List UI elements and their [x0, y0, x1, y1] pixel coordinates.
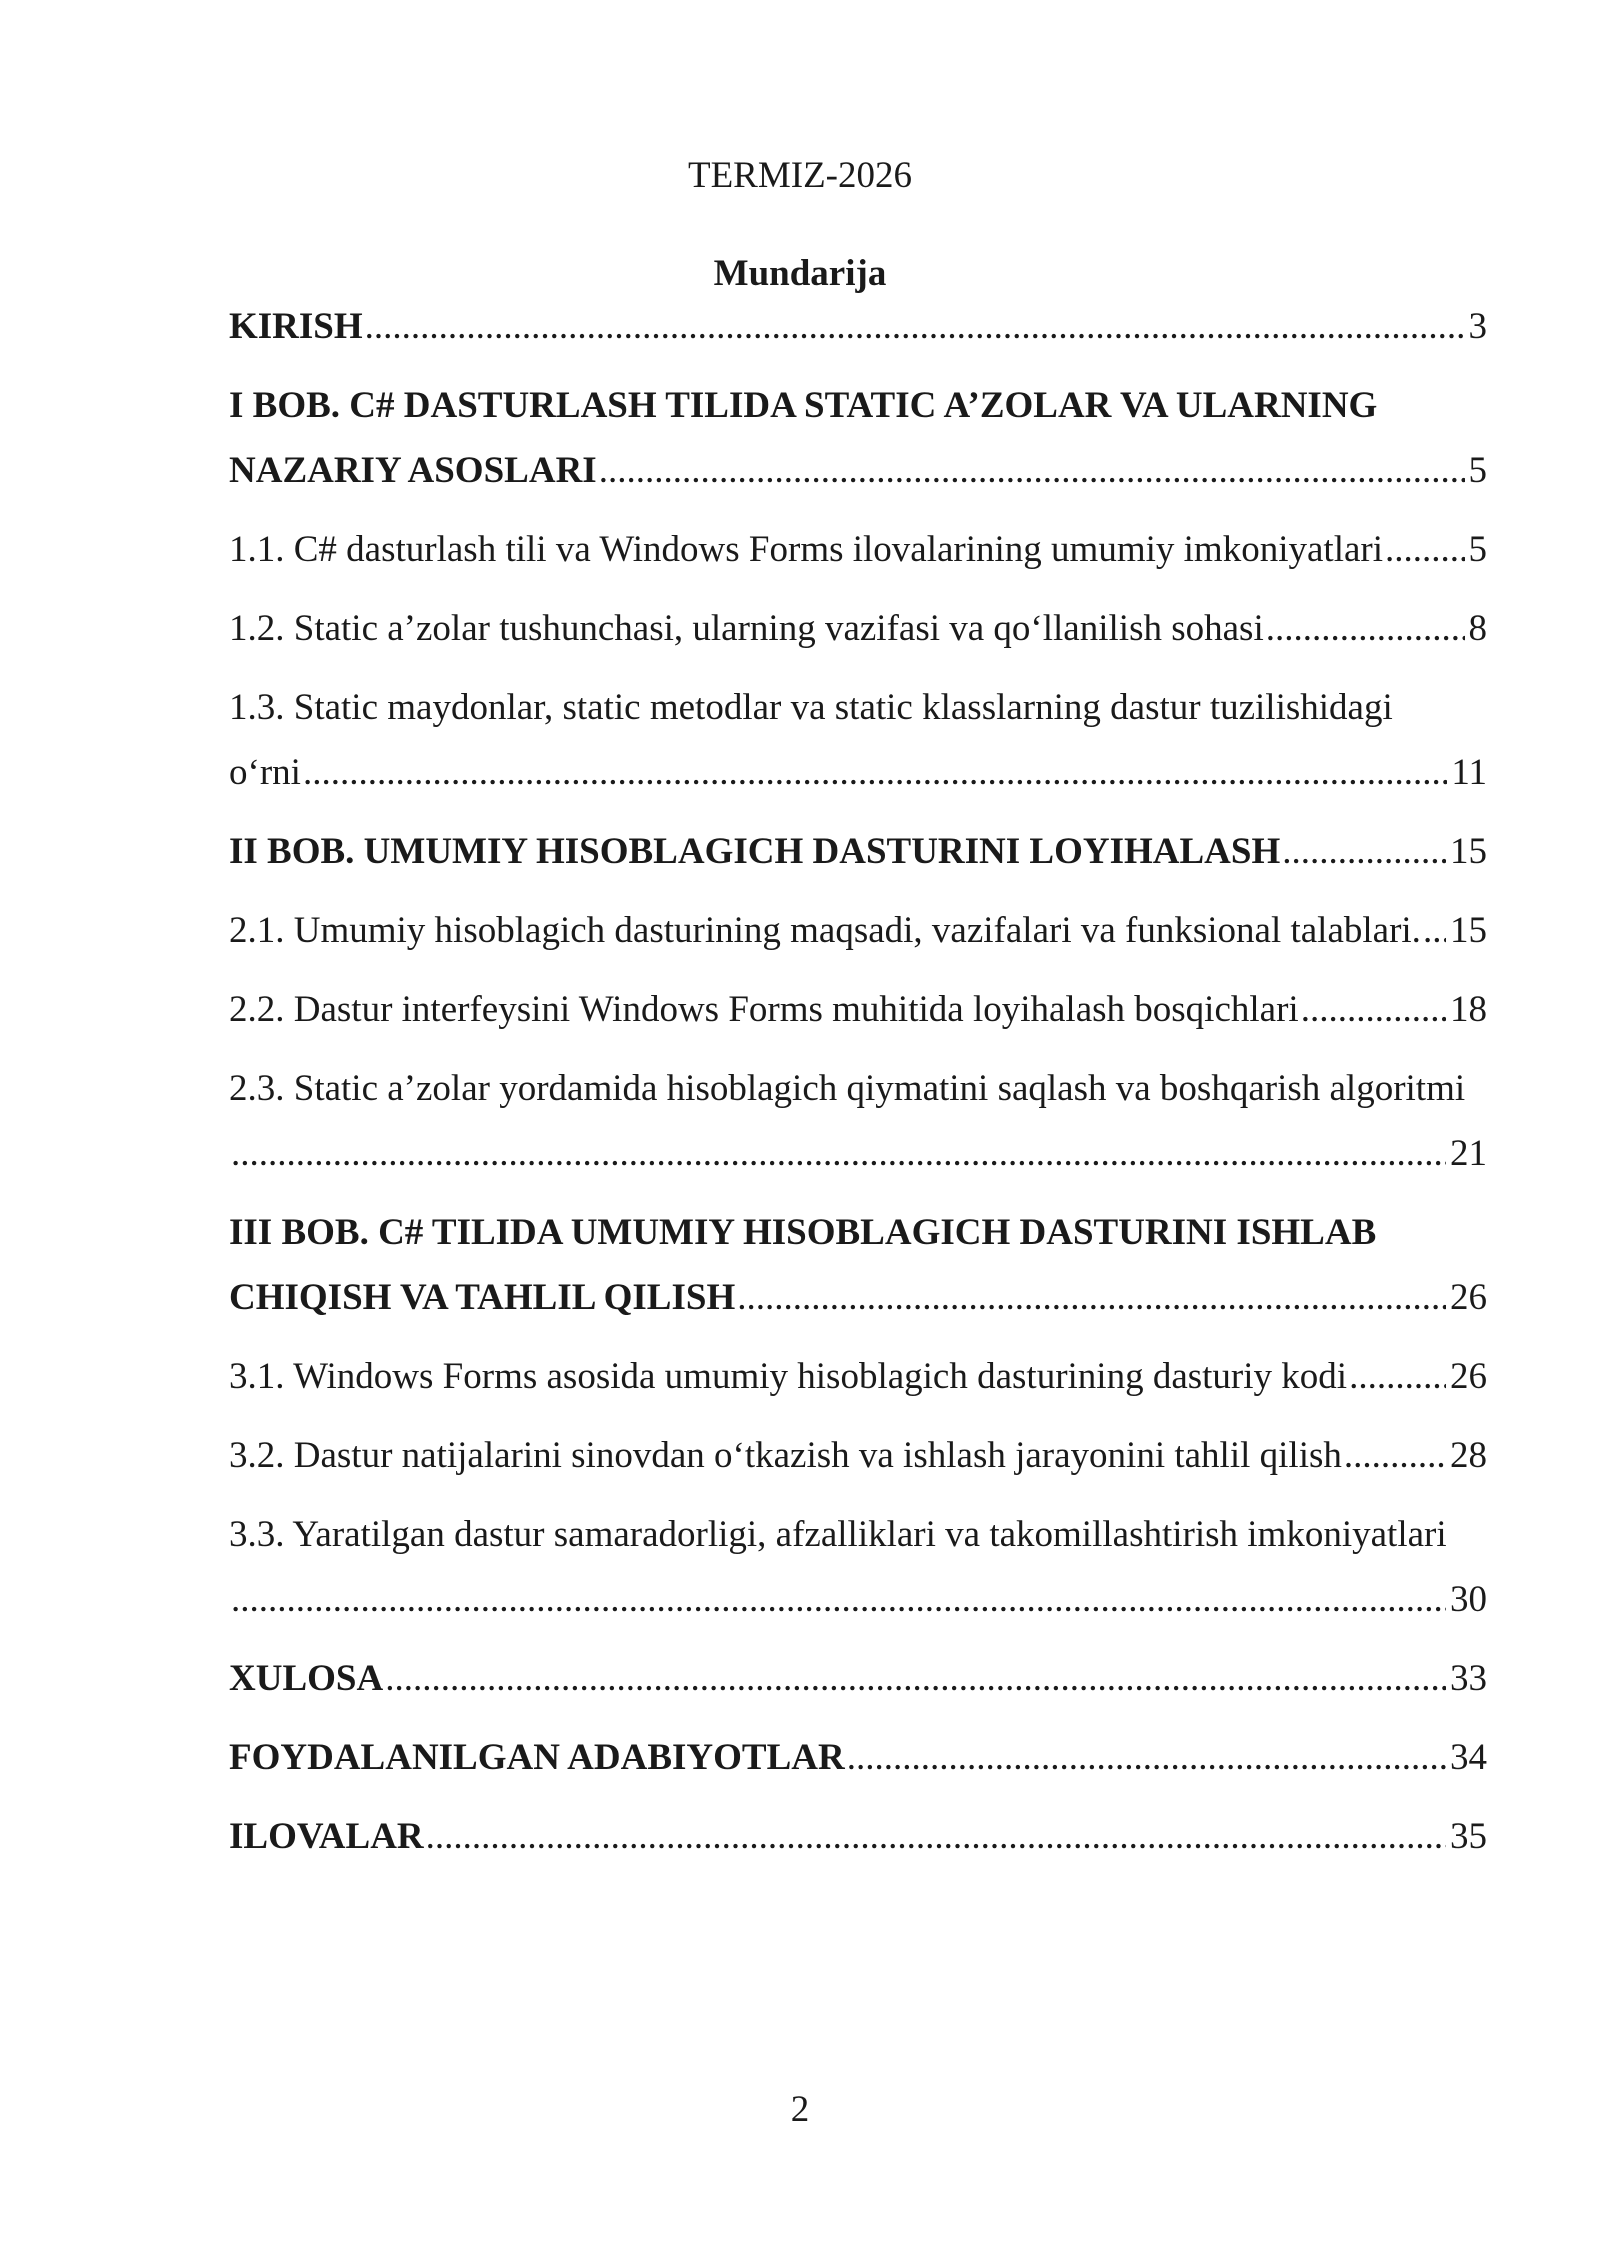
toc-entry-title: o‘rni	[229, 752, 301, 793]
toc-entry-title: XULOSA	[229, 1658, 384, 1699]
toc-entry-line: 3.3. Yaratilgan dastur samaradorligi, afzalliklari va takomillashtirish imkoniyatlari	[229, 1514, 1447, 1555]
toc-entry-leader-line	[229, 294, 1487, 359]
toc-entry-leader-line	[229, 517, 1487, 582]
toc-entry-title: NAZARIY ASOSLARI	[229, 450, 597, 491]
toc-entry-leader-line	[229, 740, 1487, 805]
toc-page-number: 30	[1450, 1579, 1487, 1620]
toc-entry	[229, 675, 1487, 805]
toc-entry-leader-line	[229, 1121, 1487, 1186]
toc-dot-leader	[1423, 898, 1446, 963]
toc-page-number: 34	[1450, 1737, 1487, 1778]
toc-page-number: 8	[1468, 608, 1487, 649]
toc-entry-leader-line	[229, 1567, 1487, 1632]
toc-entry-title: 1.1. C# dasturlash tili va Windows Forms ilovalarining umumiy imkoniyatlari	[229, 529, 1383, 570]
toc-entry-leader-line	[229, 898, 1487, 963]
toc-entry-line: I BOB. C# DASTURLASH TILIDA STATIC A’ZOLAR VA ULARNING	[229, 385, 1378, 426]
toc-dot-leader	[737, 1265, 1446, 1330]
page-number: 2	[790, 2089, 810, 2130]
toc-dot-leader	[1344, 1423, 1446, 1488]
toc-entry	[229, 819, 1487, 884]
toc-dot-leader	[1301, 977, 1446, 1042]
toc-dot-leader	[426, 1804, 1446, 1869]
toc-entry	[229, 1725, 1487, 1790]
toc-dot-leader	[599, 438, 1465, 503]
toc-entry	[229, 1344, 1487, 1409]
toc-page-number: 28	[1450, 1435, 1487, 1476]
toc-page-number: 18	[1450, 989, 1487, 1030]
toc-dot-leader	[231, 1567, 1446, 1632]
toc-page-number: 15	[1450, 831, 1487, 872]
toc-page-number: 26	[1450, 1356, 1487, 1397]
toc-entry-title: ILOVALAR	[229, 1816, 424, 1857]
toc-entry	[229, 373, 1487, 503]
toc-dot-leader	[1385, 517, 1465, 582]
toc-entry	[229, 1056, 1487, 1186]
toc-page-number: 35	[1450, 1816, 1487, 1857]
toc-entry-line: III BOB. C# TILIDA UMUMIY HISOBLAGICH DASTURINI ISHLAB	[229, 1212, 1377, 1253]
toc-page-number: 21	[1450, 1133, 1487, 1174]
toc-entry-line: 2.3. Static a’zolar yordamida hisoblagich qiymatini saqlash va boshqarish algoritmi	[229, 1068, 1466, 1109]
toc-title: Mundarija	[713, 253, 887, 294]
toc-entry-leader-line	[229, 1265, 1487, 1330]
toc-dot-leader	[231, 1121, 1446, 1186]
toc-entry-leader-line	[229, 1804, 1487, 1869]
toc-dot-leader	[1266, 596, 1465, 661]
table-of-contents	[229, 294, 1487, 1883]
toc-page-number: 5	[1468, 529, 1487, 570]
toc-entry-title: II BOB. UMUMIY HISOBLAGICH DASTURINI LOYIHALASH	[229, 831, 1281, 872]
toc-entry	[229, 517, 1487, 582]
toc-page-number: 33	[1450, 1658, 1487, 1699]
toc-entry-leader-line	[229, 1725, 1487, 1790]
toc-entry-leader-line	[229, 1423, 1487, 1488]
toc-entry	[229, 1423, 1487, 1488]
toc-entry-leader-line	[229, 1646, 1487, 1711]
toc-entry-title: KIRISH	[229, 306, 363, 347]
toc-dot-leader	[1282, 819, 1446, 884]
toc-entry-title: 2.1. Umumiy hisoblagich dasturining maqsadi, vazifalari va funksional talablari.	[229, 910, 1421, 951]
toc-entry	[229, 1502, 1487, 1632]
toc-entry-line: 1.3. Static maydonlar, static metodlar va static klasslarning dastur tuzilishidagi	[229, 687, 1393, 728]
toc-entry-title: 3.2. Dastur natijalarini sinovdan o‘tkazish va ishlash jarayonini tahlil qilish	[229, 1435, 1342, 1476]
toc-entry	[229, 977, 1487, 1042]
city-year-heading: TERMIZ-2026	[687, 155, 913, 196]
toc-dot-leader	[847, 1725, 1446, 1790]
toc-entry-title: FOYDALANILGAN ADABIYOTLAR	[229, 1737, 845, 1778]
toc-page-number: 5	[1468, 450, 1487, 491]
toc-dot-leader	[365, 294, 1465, 359]
toc-entry	[229, 596, 1487, 661]
toc-entry	[229, 294, 1487, 359]
toc-entry-leader-line	[229, 438, 1487, 503]
toc-entry	[229, 898, 1487, 963]
toc-entry-leader-line	[229, 1344, 1487, 1409]
toc-dot-leader	[385, 1646, 1446, 1711]
toc-entry-title: 1.2. Static a’zolar tushunchasi, ularning vazifasi va qo‘llanilish sohasi	[229, 608, 1264, 649]
toc-entry	[229, 1200, 1487, 1330]
toc-entry-title: 2.2. Dastur interfeysini Windows Forms muhitida loyihalash bosqichlari	[229, 989, 1299, 1030]
toc-entry-leader-line	[229, 819, 1487, 884]
toc-entry	[229, 1646, 1487, 1711]
toc-page-number: 15	[1450, 910, 1487, 951]
toc-dot-leader	[303, 740, 1447, 805]
toc-page-number: 3	[1468, 306, 1487, 347]
toc-entry-title: 3.1. Windows Forms asosida umumiy hisoblagich dasturining dasturiy kodi	[229, 1356, 1348, 1397]
toc-entry-leader-line	[229, 596, 1487, 661]
toc-dot-leader	[1349, 1344, 1446, 1409]
toc-entry-title: CHIQISH VA TAHLIL QILISH	[229, 1277, 736, 1318]
toc-entry-leader-line	[229, 977, 1487, 1042]
toc-page-number: 11	[1451, 752, 1487, 793]
toc-entry	[229, 1804, 1487, 1869]
toc-page-number: 26	[1450, 1277, 1487, 1318]
